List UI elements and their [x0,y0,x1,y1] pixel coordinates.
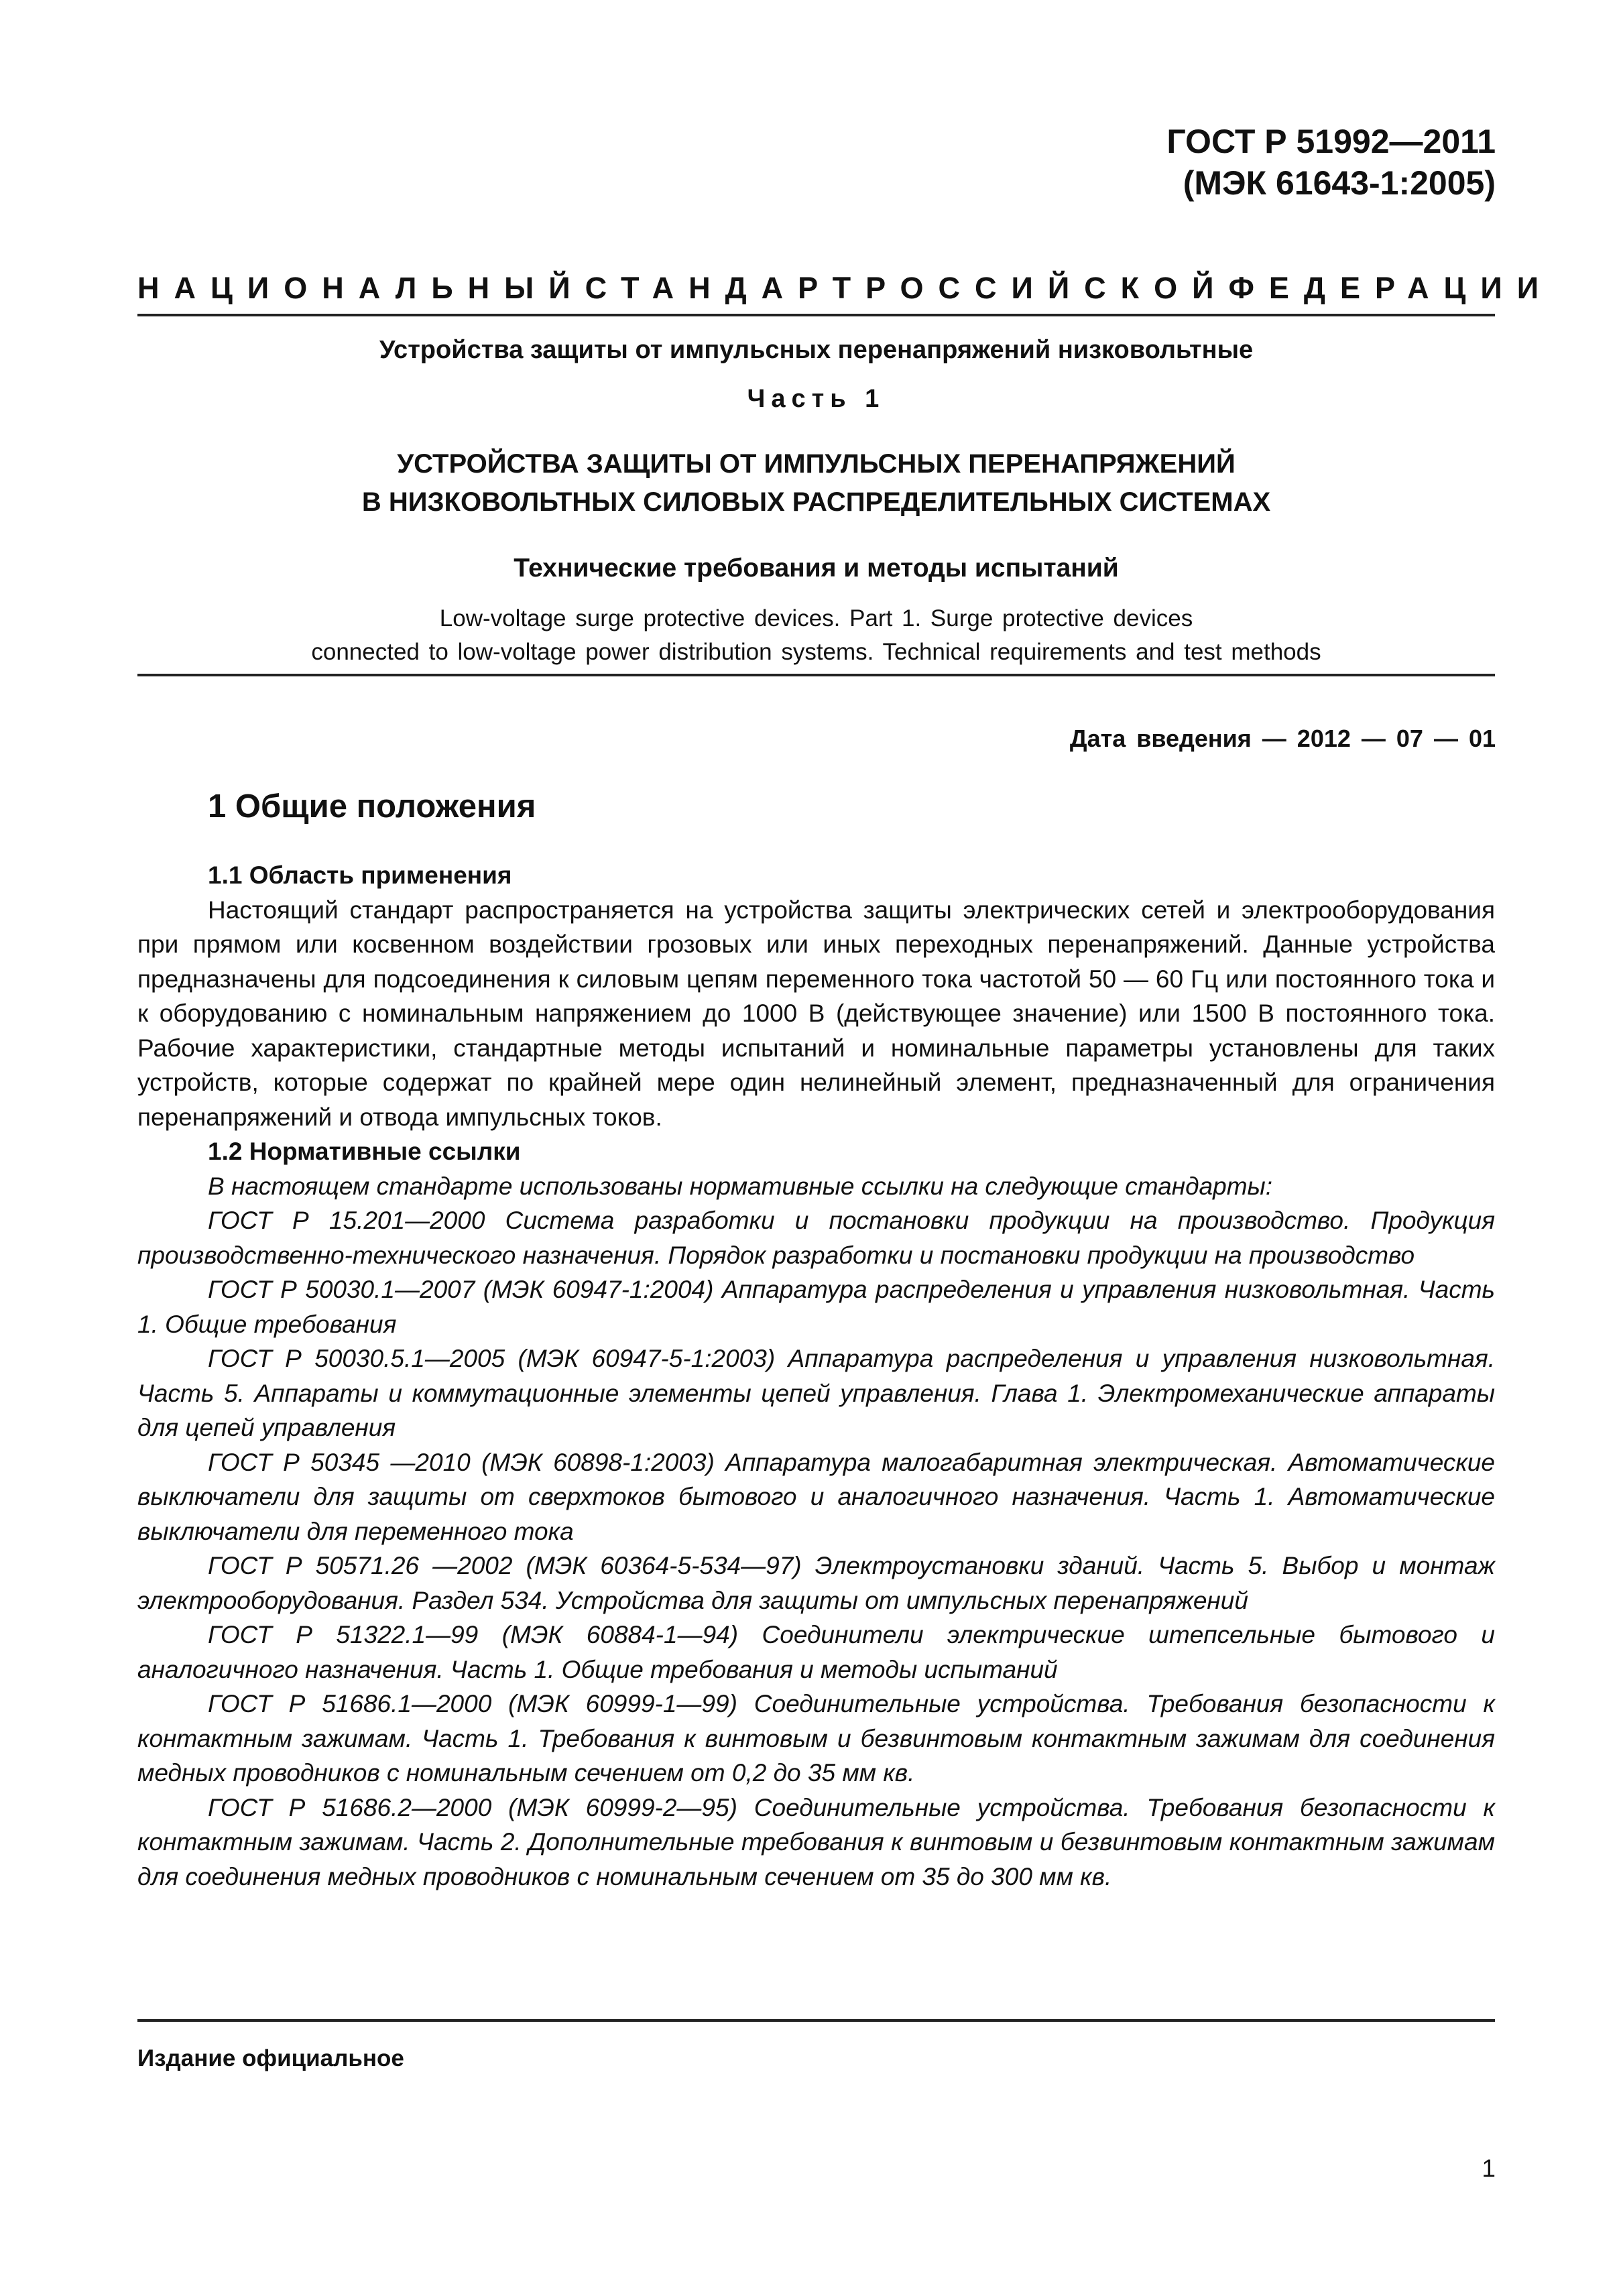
national-word: РОССИЙСКОЙ [865,271,1229,305]
national-word: ФЕДЕРАЦИИ [1228,271,1554,305]
gost-number: ГОСТ Р 51992—2011 [1166,123,1496,160]
reference-item: ГОСТ Р 51322.1—99 (МЭК 60884-1—94) Соединители электрические штепсельные бытового и аналогичного назначения. Часть 1. Общие требования и методы испытаний [137,1621,1495,1683]
footer-divider [137,2019,1495,2022]
introduction-date: Дата введения — 2012 — 07 — 01 [1069,725,1496,752]
national-word: НАЦИОНАЛЬНЫЙ [137,271,585,305]
reference-item: ГОСТ Р 50571.26 —2002 (МЭК 60364-5-534—97) Электроустановки зданий. Часть 5. Выбор и монтаж электрооборудования. Раздел 534. Устройства для защиты от импульсных перенапряжений [137,1552,1495,1614]
title-divider [137,674,1495,676]
official-edition-label: Издание официальное [137,2045,404,2071]
gost-code-block [1166,121,1496,204]
scope-paragraph: Настоящий стандарт распространяется на устройства защиты электрических сетей и электрооборудования при прямом или косвенном воздействии грозовых или иных переходных перенапряжений. Данные устройства предназначены для подсоединения к силовым цепям переменного тока частотой 50 — 60 Гц или постоянного тока и к оборудованию с номинальным напряжением до 1000 В (действующее значение) или 1500 В постоянного тока. Рабочие характеристики, стандартные методы испытаний и номинальные параметры установлены для таких устройств, которые содержат по крайней мере один нелинейный элемент, предназначенный для ограничения перенапряжений и отвода импульсных токов. [137,896,1495,1131]
reference-item: ГОСТ Р 51686.2—2000 (МЭК 60999-2—95) Соединительные устройства. Требования безопасности к контактным зажимам. Часть 2. Дополнительные требования к винтовым и безвинтовым контактным зажимам для соединения медных проводников с номинальным сечением от 35 до 300 мм кв. [137,1793,1495,1890]
reference-item: ГОСТ Р 50345 —2010 (МЭК 60898-1:2003) Аппаратура малогабаритная электрическая. Автоматические выключатели для защиты от сверхтоков бытового и аналогичного назначения. Часть 1. Автоматические выключатели для переменного тока [137,1448,1495,1545]
main-title-line: УСТРОЙСТВА ЗАЩИТЫ ОТ ИМПУЛЬСНЫХ ПЕРЕНАПРЯЖЕНИЙ [397,449,1236,479]
iec-number: (МЭК 61643-1:2005) [1183,164,1496,202]
tech-requirements-title: Технические требования и методы испытаний [514,554,1119,583]
reference-item: ГОСТ Р 50030.1—2007 (МЭК 60947-1:2004) Аппаратура распределения и управления низковольтная. Часть 1. Общие требования [137,1276,1495,1338]
part-label: Часть 1 [747,385,886,413]
page-number: 1 [1482,2155,1496,2182]
subsection-heading: 1.1 Область применения [208,861,512,889]
references-intro: В настоящем стандарте использованы нормативные ссылки на следующие стандарты: [208,1172,1273,1200]
english-title [137,602,1495,669]
top-divider [137,314,1495,316]
reference-item: ГОСТ Р 50030.5.1—2005 (МЭК 60947-5-1:2003) Аппаратура распределения и управления низковольтная. Часть 5. Аппараты и коммутационные элементы цепей управления. Глава 1. Электромеханические аппараты для цепей управления [137,1345,1495,1441]
body-text [137,858,1495,1894]
main-title [137,445,1495,522]
standard-subtitle: Устройства защиты от импульсных перенапряжений низковольтные [379,336,1254,364]
english-title-line: Low-voltage surge protective devices. Part 1. Surge protective devices [439,605,1193,631]
national-word: СТАНДАРТ [585,271,866,305]
reference-item: ГОСТ Р 15.201—2000 Система разработки и постановки продукции на производство. Продукция производственно-технического назначения. Порядок разработки и постановки продукции на производство [137,1207,1495,1269]
subsection-heading: 1.2 Нормативные ссылки [208,1138,521,1165]
national-standard-heading [137,268,1554,308]
reference-item: ГОСТ Р 51686.1—2000 (МЭК 60999-1—99) Соединительные устройства. Требования безопасности к контактным зажимам. Часть 1. Требования к винтовым и безвинтовым контактным зажимам для соединения медных проводников с номинальным сечением от 0,2 до 35 мм кв. [137,1690,1495,1787]
english-title-line: connected to low-voltage power distribution systems. Technical requirements and test methods [311,639,1321,665]
section-title: 1 Общие положения [208,788,536,825]
main-title-line: В НИЗКОВОЛЬТНЫХ СИЛОВЫХ РАСПРЕДЕЛИТЕЛЬНЫХ СИСТЕМАХ [361,487,1271,517]
